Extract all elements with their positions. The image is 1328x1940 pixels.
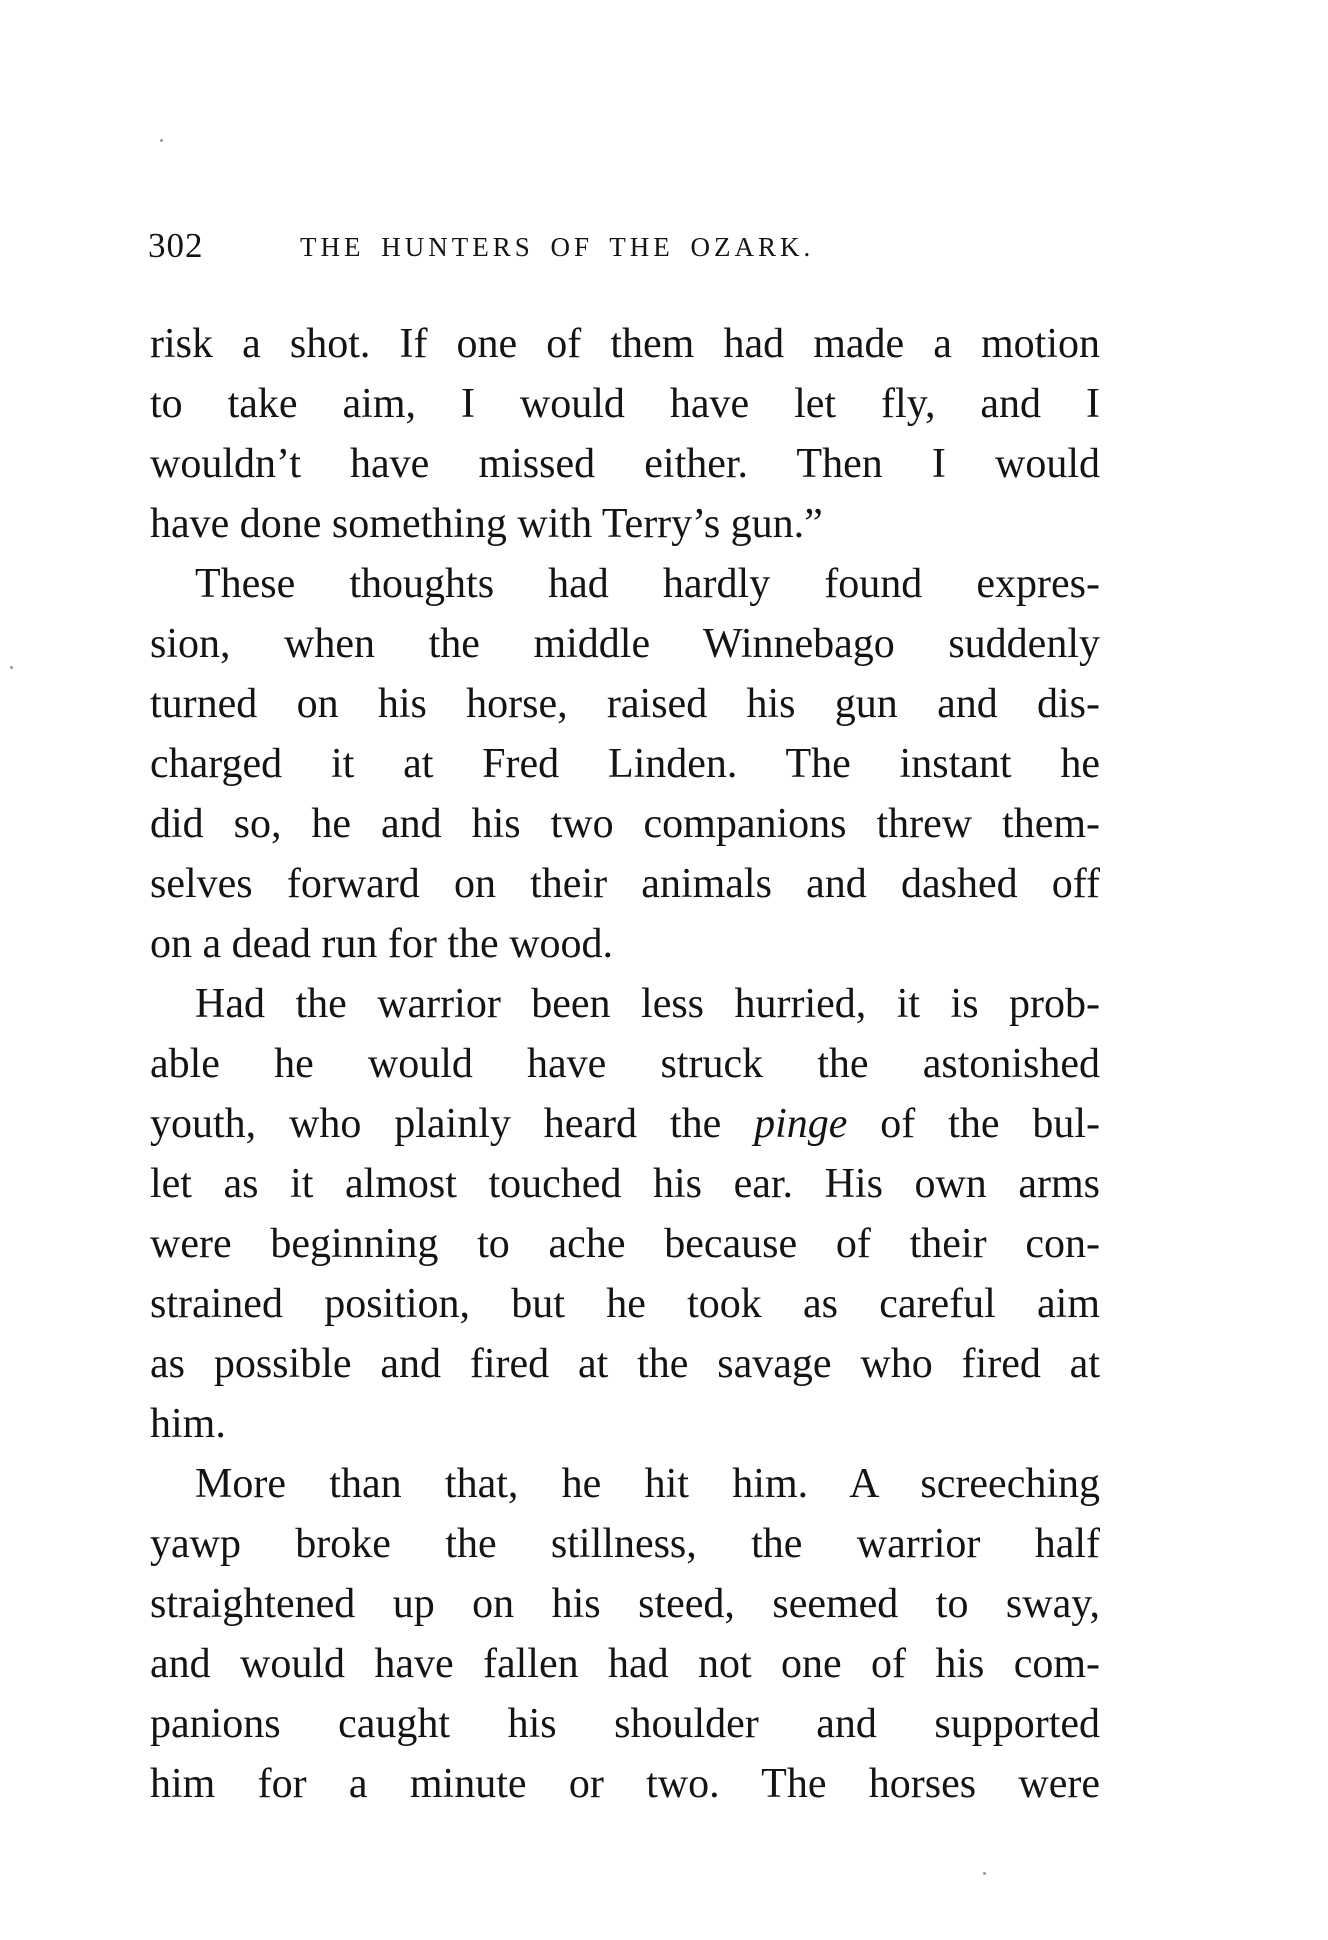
text-line: turned on his horse, raised his gun and dis-	[150, 681, 1100, 727]
text-line-with-italic	[150, 1094, 1100, 1154]
page-header	[148, 226, 1098, 276]
text-line: selves forward on their animals and dashed off	[150, 861, 1100, 907]
text-line: wouldn’t have missed either. Then I would	[150, 441, 1100, 487]
running-head: THE HUNTERS OF THE OZARK.	[300, 232, 815, 262]
text-line: let as it almost touched his ear. His own arms	[150, 1161, 1100, 1207]
line-text-before-italic: youth, who plainly heard the	[150, 1101, 755, 1147]
text-line: sion, when the middle Winnebago suddenly	[150, 621, 1100, 667]
text-line: panions caught his shoulder and supported	[150, 1701, 1100, 1747]
text-line: risk a shot. If one of them had made a motion	[150, 321, 1100, 367]
text-line: were beginning to ache because of their con-	[150, 1221, 1100, 1267]
text-line: as possible and fired at the savage who fired at	[150, 1341, 1100, 1387]
text-line: strained position, but he took as careful aim	[150, 1281, 1100, 1327]
text-line: Had the warrior been less hurried, it is prob-	[195, 981, 1100, 1027]
page-number: 302	[148, 226, 204, 265]
line-text-after-italic: of the bul-	[847, 1101, 1100, 1147]
text-line: and would have fallen had not one of his com-	[150, 1641, 1100, 1687]
text-line: charged it at Fred Linden. The instant he	[150, 741, 1100, 787]
italic-word: pinge	[754, 1101, 848, 1147]
text-line: did so, he and his two companions threw them-	[150, 801, 1100, 847]
paper-speck	[160, 139, 163, 142]
paper-speck	[10, 666, 13, 669]
body-text	[150, 314, 1100, 1814]
text-line: have done something with Terry’s gun.”	[150, 501, 823, 547]
text-line: yawp broke the stillness, the warrior half	[150, 1521, 1100, 1567]
text-line: to take aim, I would have let fly, and I	[150, 381, 1100, 427]
text-line: More than that, he hit him. A screeching	[195, 1461, 1100, 1507]
text-line: straightened up on his steed, seemed to sway,	[150, 1581, 1100, 1627]
text-line: him.	[150, 1401, 226, 1447]
text-line: able he would have struck the astonished	[150, 1041, 1100, 1087]
text-line: him for a minute or two. The horses were	[150, 1761, 1100, 1807]
paper-speck	[983, 1872, 986, 1875]
text-line: on a dead run for the wood.	[150, 921, 614, 967]
text-line: These thoughts had hardly found expres-	[195, 561, 1100, 607]
